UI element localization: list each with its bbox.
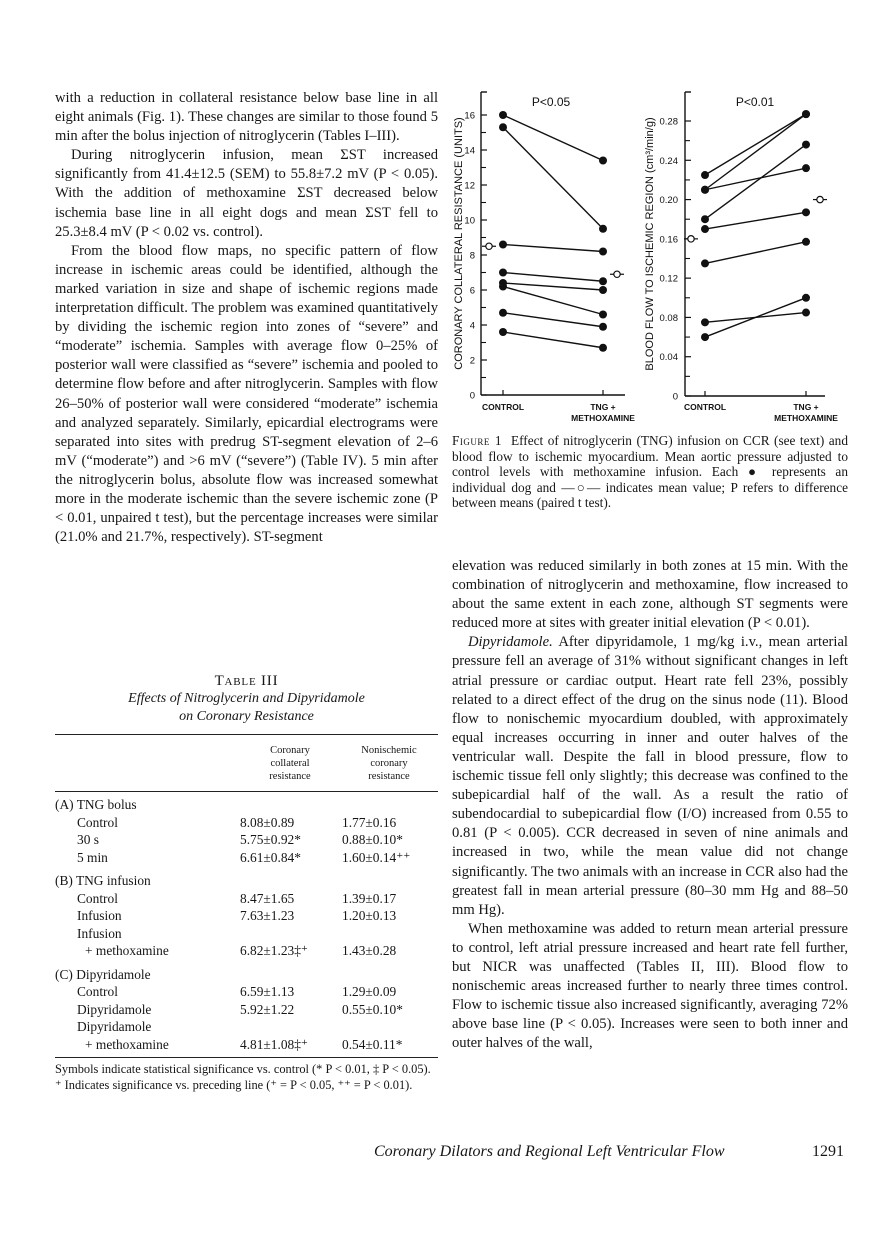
running-title: Coronary Dilators and Regional Left Ventricular Flow — [374, 1143, 725, 1160]
paragraph-text: elevation was reduced similarly in both zones at 15 min. With the combination of nitroglycerin and methoxamine, flow increased to about the same extent in each zone, although ST segments were reduced more at sites with greater initial elevation (P < 0.01). — [452, 558, 848, 632]
series-line — [503, 245, 603, 252]
data-point — [701, 215, 709, 223]
data-point — [499, 123, 507, 131]
data-point — [599, 323, 607, 331]
data-point — [802, 164, 810, 172]
y-tick-label: 2 — [469, 355, 475, 367]
paragraph — [452, 920, 848, 1054]
data-point — [701, 171, 709, 179]
y-tick-label: 0.20 — [659, 195, 678, 207]
table-row — [55, 942, 438, 960]
table-row — [55, 831, 438, 849]
paragraph — [452, 557, 848, 633]
table-iii — [55, 672, 438, 1093]
data-point — [701, 333, 709, 341]
ccr-value: 5.92±1.22 — [240, 1001, 295, 1017]
table-title: Table III — [214, 673, 279, 689]
data-point — [499, 111, 507, 119]
ncr-value: 0.55±0.10* — [342, 1001, 403, 1017]
section-lead: Dipyridamole. — [468, 634, 553, 651]
x-tick-label: TNG + — [590, 402, 616, 412]
data-point — [701, 225, 709, 233]
ccr-value: 6.82±1.23‡⁺ — [240, 943, 308, 958]
data-point — [701, 186, 709, 194]
series-line — [705, 114, 806, 175]
table-header — [55, 735, 438, 791]
y-tick-label: 0.04 — [659, 352, 678, 364]
data-point — [802, 110, 810, 118]
data-point — [802, 141, 810, 149]
data-point — [802, 238, 810, 246]
ncr-value: 1.77±0.16 — [342, 814, 397, 830]
row-label: Control — [77, 890, 118, 906]
section-label: (B) TNG infusion — [55, 873, 151, 888]
table-note: ⁺ Indicates significance vs. preceding line (⁺ = P < 0.05, ⁺⁺ = P < 0.01). — [55, 1077, 413, 1092]
row-label: Dipyridamole — [77, 1001, 152, 1017]
data-point — [599, 277, 607, 285]
ccr-value: 8.47±1.65 — [240, 890, 295, 906]
data-point — [599, 311, 607, 319]
x-tick-label: TNG + — [793, 402, 819, 412]
table-rule — [55, 791, 438, 792]
table-notes — [55, 1062, 438, 1093]
table-subtitle: on Coronary Resistance — [179, 709, 314, 724]
row-label: Control — [77, 814, 118, 830]
ncr-value — [342, 925, 438, 943]
figure-caption-text: Effect of nitroglycerin (TNG) infusion on CCR (see text) and blood flow to ischemic myocardium. Mean aortic pressure adjusted to control levels with methoxamine infusion. Each ● represents an individual dog and —○— indicates mean value; P refers to difference between means (paired t test). — [452, 433, 848, 511]
y-tick-label: 0.12 — [659, 273, 678, 285]
paragraph-text: When methoxamine was added to return mean arterial pressure to control, left atrial pressure increased and heart rate fell further, but NICR was unaffected (Tables II, III). Blood flow to nonischemic areas increased further to nearly three times control. Flow to ischemic tissue also increased significantly, averaging 72% above base line (P < 0.05). Increases were seen to both inner and outer halves of the wall, — [452, 920, 848, 1052]
data-point — [599, 248, 607, 256]
table-row — [55, 1018, 438, 1036]
series-line — [503, 332, 603, 348]
y-tick-label: 6 — [469, 285, 475, 297]
table-row — [55, 849, 438, 867]
ncr-value: 1.20±0.13 — [342, 908, 397, 923]
series-line — [705, 242, 806, 264]
y-tick-label: 8 — [469, 250, 475, 262]
y-axis-label: BLOOD FLOW TO ISCHEMIC REGION (cm³/min/g) — [644, 117, 656, 371]
table-section-header — [55, 966, 438, 984]
ncr-value: 0.88±0.10* — [342, 832, 403, 847]
chart-title: P<0.01 — [735, 95, 775, 109]
paragraph-text: After dipyridamole, 1 mg/kg i.v., mean arterial pressure fell an average of 31% without significant changes in left atrial pressure or cardiac output. Heart rate fell 23%, possibly related to a direct effect of the drug on the sinus node (11). Blood flow to nonischemic myocardium doubled, with approximately equal increases occurring in inner and outer halves of the ventricular wall. Despite the fall in blood pressure, flow to ischemic tissue fell only slightly; this decrease was confined to the subepicardial half of the wall. As a result the ratio of subendocardial to subepicardial flow (I/O) increased from 0.55 to 0.81 (P < 0.005). CCR decreased in seven of nine animals and increased in two, while the mean value did not change significantly. The two animals with an increase in CCR also had the greatest fall in mean arterial pressure (80–30 mm Hg and 88–50 mm Hg). — [452, 634, 848, 918]
series-line — [503, 127, 603, 229]
ncr-value: 1.39±0.17 — [342, 890, 397, 906]
y-tick-label: 0.24 — [659, 155, 678, 167]
y-tick-label: 0 — [672, 391, 678, 403]
table-rule — [55, 1057, 438, 1058]
data-point — [599, 344, 607, 352]
row-label: Dipyridamole — [77, 1019, 152, 1034]
ncr-value: 1.29±0.09 — [342, 984, 397, 999]
table-subtitle: Effects of Nitroglycerin and Dipyridamole — [128, 691, 365, 706]
row-label: + methoxamine — [85, 1036, 169, 1052]
chart-coronary-collateral-resistance — [453, 92, 635, 423]
ccr-value: 7.63±1.23 — [240, 908, 295, 923]
series-line — [503, 287, 603, 315]
figure-1 — [0, 0, 890, 430]
ncr-value: 1.60±0.14⁺⁺ — [342, 849, 411, 865]
figure-label: Figure 1 — [452, 433, 503, 448]
data-point — [599, 225, 607, 233]
data-point — [599, 286, 607, 294]
table-note: Symbols indicate statistical significance vs. control (* P < 0.01, ‡ P < 0.05). — [55, 1062, 431, 1076]
table-section-header — [55, 796, 438, 814]
series-line — [705, 212, 806, 229]
mean-point — [614, 271, 620, 277]
chart-title: P<0.05 — [531, 95, 571, 109]
right-column-text — [452, 557, 848, 1053]
table-row — [55, 907, 438, 925]
ccr-value: 8.08±0.89 — [240, 814, 295, 830]
data-point — [499, 283, 507, 291]
y-axis-label: CORONARY COLLATERAL RESISTANCE (UNITS) — [453, 117, 465, 370]
ccr-value: 6.59±1.13 — [240, 984, 295, 999]
row-label: 5 min — [77, 849, 108, 865]
paragraph: From the blood flow maps, no specific pattern of flow increase in ischemic areas could be identified, although the marked variation in size and shape of ischemic regions made interpretation difficult. The problem was examined quantitatively by dividing the ischemic region into zones of “severe” and “moderate” ischemia. Samples with average flow 0–25% of posterior wall were classified as “severe” ischemia and pooled to determine flow before and after nitroglycerin. Samples with flow 26–50% of posterior wall were considered “moderate” ischemia and analyzed separately. Similarly, epicardial electrograms were separated into sites with predrug ST-segment elevation of 2–6 mV (“moderate”) and >6 mV (“severe”) (Table IV). 5 min after the nitroglycerin bolus, absolute flow was increased somewhat more in the moderate ischemic than the severe ischemic zone (P < 0.01, unpaired t test), but the percentage increases were similar (21.0% and 21.7%, respectively). ST-segment — [55, 242, 438, 546]
mean-point — [486, 243, 492, 249]
table-row — [55, 925, 438, 943]
data-point — [499, 241, 507, 249]
x-tick-label: METHOXAMINE — [774, 413, 838, 423]
y-tick-label: 14 — [464, 145, 475, 157]
table-row — [55, 890, 438, 908]
ccr-value: 4.81±1.08‡⁺ — [240, 1036, 308, 1052]
y-tick-label: 16 — [464, 110, 475, 122]
row-label: Infusion — [77, 925, 122, 941]
table-row — [55, 1001, 438, 1019]
x-tick-label: CONTROL — [683, 402, 727, 412]
table-row — [55, 814, 438, 832]
ncr-value — [342, 1018, 438, 1036]
mean-point — [688, 236, 694, 242]
ccr-value: 5.75±0.92* — [240, 832, 301, 847]
data-point — [802, 294, 810, 302]
data-point — [701, 259, 709, 267]
table-row — [55, 983, 438, 1001]
ncr-value: 0.54±0.11* — [342, 1036, 403, 1052]
header-cell: Nonischemic coronary resistance — [361, 744, 417, 782]
series-line — [705, 145, 806, 220]
section-label: (A) TNG bolus — [55, 797, 137, 812]
series-line — [503, 283, 603, 290]
section-label: (C) Dipyridamole — [55, 966, 151, 982]
data-point — [499, 309, 507, 317]
y-tick-label: 10 — [464, 215, 475, 227]
ccr-value: 6.61±0.84* — [240, 849, 301, 865]
paragraph — [452, 633, 848, 919]
table-row — [55, 1036, 438, 1054]
series-line — [503, 115, 603, 161]
y-tick-label: 0.16 — [659, 234, 678, 246]
ccr-value — [240, 1018, 342, 1036]
data-point — [499, 269, 507, 277]
data-point — [701, 318, 709, 326]
ncr-value: 1.43±0.28 — [342, 943, 397, 958]
x-tick-label: CONTROL — [481, 402, 525, 412]
series-line — [503, 273, 603, 282]
paragraph: with a reduction in collateral resistance below base line in all eight animals (Fig. 1). These changes are similar to those found 5 min after the bolus injection of nitroglycerin (Tables I–III). — [55, 90, 438, 145]
y-tick-label: 0.08 — [659, 312, 678, 324]
y-tick-label: 4 — [469, 320, 475, 332]
header-cell: Coronary collateral resistance — [269, 744, 311, 782]
data-point — [802, 208, 810, 216]
row-label: Control — [77, 984, 118, 999]
page-number: 1291 — [812, 1143, 844, 1160]
y-tick-label: 12 — [464, 180, 475, 192]
row-label: Infusion — [77, 908, 122, 923]
data-point — [802, 309, 810, 317]
figure-caption — [452, 433, 848, 511]
y-tick-label: 0.28 — [659, 116, 678, 128]
y-tick-label: 0 — [469, 390, 475, 402]
series-line — [705, 298, 806, 337]
data-point — [599, 157, 607, 165]
series-line — [503, 313, 603, 327]
chart-blood-flow-ischemic — [644, 92, 838, 423]
mean-point — [817, 196, 823, 202]
table-body — [55, 796, 438, 1053]
row-label: + methoxamine — [85, 943, 169, 958]
paragraph: During nitroglycerin infusion, mean ΣST increased significantly from 41.4±12.5 (SEM) to 55.8±7.2 mV (P < 0.05). With the addition of methoxamine ΣST decreased below ischemia base line in all eight dogs and mean ΣST fell to 25.3±8.4 mV (P < 0.02 vs. control). — [55, 147, 438, 240]
row-label: 30 s — [77, 832, 99, 847]
table-section-header — [55, 872, 438, 890]
ccr-value — [240, 925, 342, 943]
data-point — [499, 328, 507, 336]
x-tick-label: METHOXAMINE — [571, 413, 635, 423]
